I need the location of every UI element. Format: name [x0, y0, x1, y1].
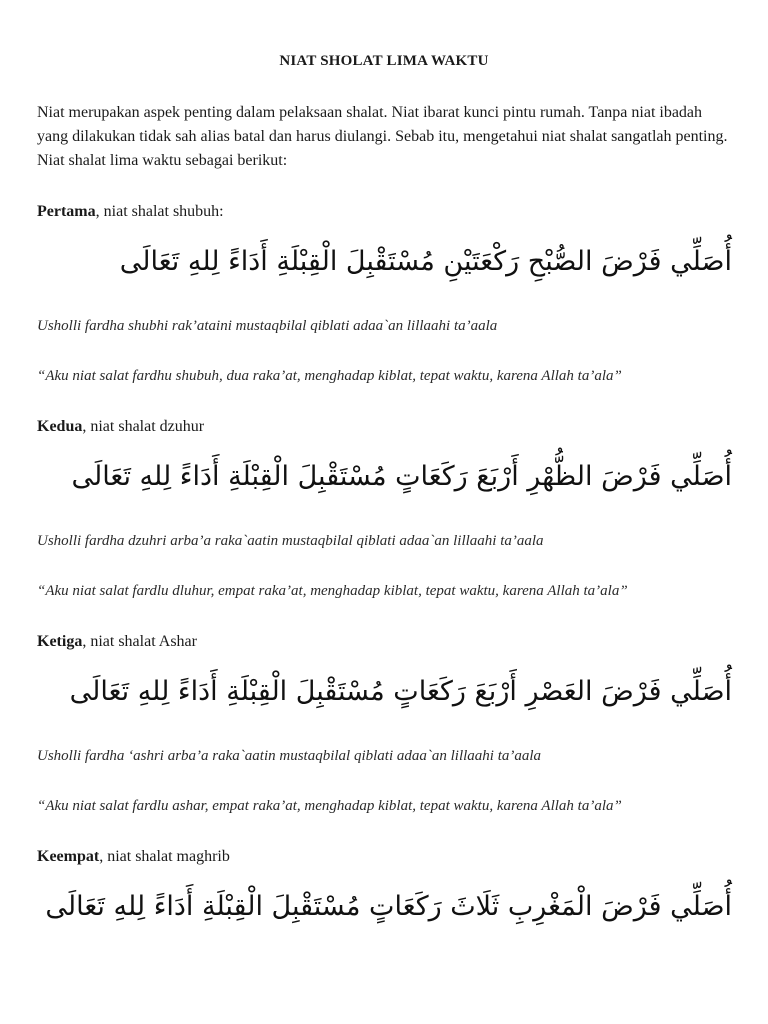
section-heading-dzuhur	[37, 418, 204, 436]
document-title: NIAT SHOLAT LIMA WAKTU	[279, 53, 489, 69]
arabic-niat-maghrib: أُصَلِّي فَرْضَ الْمَغْرِبِ ثَلَاثَ رَكَعَاتٍ مُسْتَقْبِلَ الْقِبْلَةِ أَدَاءً لِلهِ تَعَالَى	[45, 891, 732, 922]
latin-transliteration-shubuh: Usholli fardha shubhi rak’ataini mustaqbilal qiblati adaa`an lillaahi ta’aala	[37, 318, 498, 334]
section-label: Pertama	[37, 203, 96, 220]
section-label: Ketiga	[37, 633, 83, 650]
latin-transliteration-ashar: Usholli fardha ‘ashri arba’a raka`aatin mustaqbilal qiblati adaa`an lillaahi ta’aala	[37, 748, 542, 764]
section-label: Keempat	[37, 848, 100, 865]
arabic-niat-ashar: أُصَلِّي فَرْضَ العَصْرِ أَرْبَعَ رَكَعَاتٍ مُسْتَقْبِلَ الْقِبْلَةِ أَدَاءً لِلهِ تَعَالَى	[69, 676, 732, 707]
section-heading-maghrib	[37, 848, 230, 866]
translation-dzuhur: “Aku niat salat fardlu dluhur, empat raka’at, menghadap kiblat, tepat waktu, karena Allah ta’ala”	[37, 583, 628, 599]
section-subtitle: , niat shalat Ashar	[82, 633, 197, 650]
arabic-niat-dzuhur: أُصَلِّي فَرْضَ الظُّهْرِ أَرْبَعَ رَكَعَاتٍ مُسْتَقْبِلَ الْقِبْلَةِ أَدَاءً لِلهِ تَعَالَى	[71, 461, 732, 492]
translation-ashar: “Aku niat salat fardlu ashar, empat raka’at, menghadap kiblat, tepat waktu, karena Allah ta’ala”	[37, 798, 622, 814]
section-subtitle: , niat shalat shubuh:	[95, 203, 224, 220]
section-subtitle: , niat shalat dzuhur	[82, 418, 205, 435]
section-label: Kedua	[37, 418, 83, 435]
section-heading-shubuh	[37, 203, 224, 221]
section-heading-ashar	[37, 633, 197, 651]
latin-transliteration-dzuhur: Usholli fardha dzuhri arba’a raka`aatin mustaqbilal qiblati adaa`an lillaahi ta’aala	[37, 533, 544, 549]
arabic-niat-shubuh: أُصَلِّي فَرْضَ الصُّبْحِ رَكْعَتَيْنِ مُسْتَقْبِلَ الْقِبْلَةِ أَدَاءً لِلهِ تَعَالَى	[119, 246, 732, 277]
intro-paragraph: Niat merupakan aspek penting dalam pelaksaan shalat. Niat ibarat kunci pintu rumah. Tanpa niat ibadah yang dilakukan tidak sah alias batal dan harus diulangi. Sebab itu, mengetahui niat shalat sangatlah penting. Niat shalat lima waktu sebagai berikut:	[37, 104, 728, 169]
section-subtitle: , niat shalat maghrib	[99, 848, 230, 865]
translation-shubuh: “Aku niat salat fardhu shubuh, dua raka’at, menghadap kiblat, tepat waktu, karena Allah ta’ala”	[37, 368, 622, 384]
